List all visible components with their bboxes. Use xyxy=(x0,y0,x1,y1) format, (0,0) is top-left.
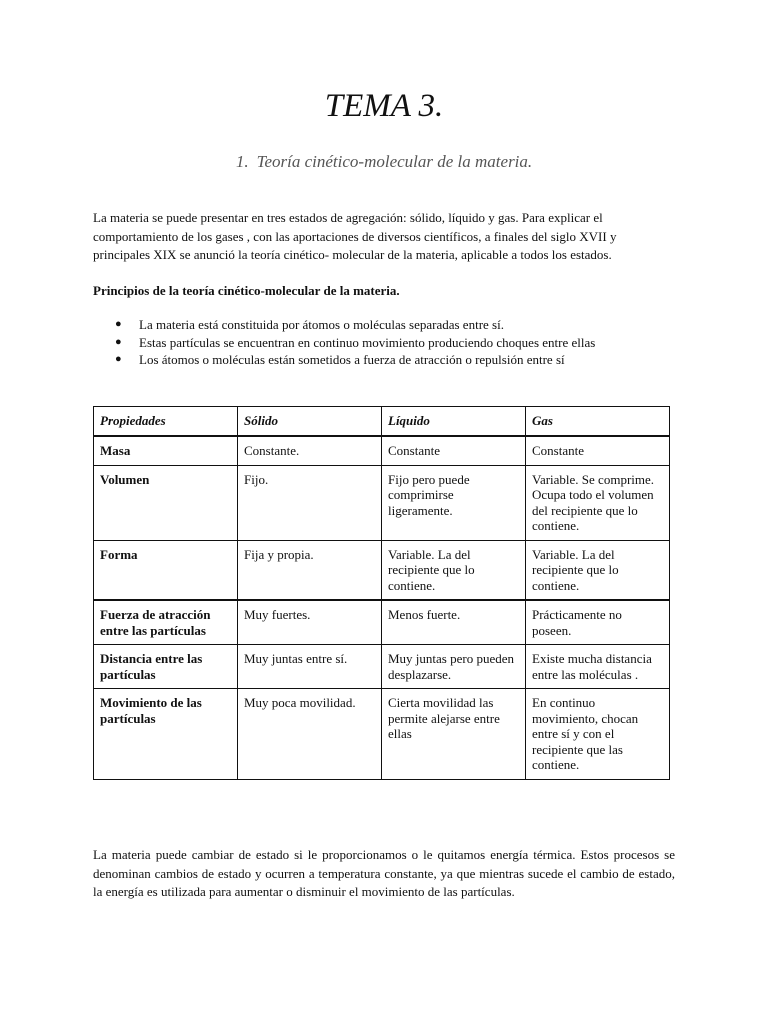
list-item: ● Los átomos o moléculas están sometidos a fuerza de atracción o repulsión entre sí xyxy=(115,352,565,367)
table-row xyxy=(94,689,670,780)
bullet-icon: ● xyxy=(115,353,122,365)
table-cell: Fijo pero puede comprimirse ligeramente. xyxy=(382,465,526,540)
table-row xyxy=(94,540,670,600)
bullet-icon: ● xyxy=(115,335,122,348)
table-cell: Menos fuerte. xyxy=(382,600,526,645)
closing-paragraph: La materia puede cambiar de estado si le proporcionamos o le quitamos energía térmica. Estos procesos se denominan cambios de estado y ocurren a temperatura constante, ya que mientras sucede el cambio de estado, la energía es utilizada para aumentar o disminuir el movimiento de las partículas. xyxy=(93,847,675,899)
section-subtitle xyxy=(0,151,768,173)
principles-list xyxy=(93,316,693,369)
table-header-row xyxy=(94,407,670,437)
row-label: Fuerza de atracción entre las partículas xyxy=(94,600,238,645)
row-label: Volumen xyxy=(94,465,238,540)
table-row xyxy=(94,645,670,689)
table-row xyxy=(94,436,670,465)
table-row xyxy=(94,600,670,645)
table-cell: Muy fuertes. xyxy=(238,600,382,645)
table-cell: Variable. La del recipiente que lo contiene. xyxy=(382,540,526,600)
table-row xyxy=(94,465,670,540)
table-cell: Constante xyxy=(526,436,670,465)
header-cell: Sólido xyxy=(238,407,382,437)
row-label: Movimiento de las partículas xyxy=(94,689,238,780)
table-cell: Fija y propia. xyxy=(238,540,382,600)
table-cell: Variable. Se comprime. Ocupa todo el volumen del recipiente que lo contiene. xyxy=(526,465,670,540)
table-cell: Variable. La del recipiente que lo contiene. xyxy=(526,540,670,600)
header-cell: Líquido xyxy=(382,407,526,437)
table-cell: Fijo. xyxy=(238,465,382,540)
table-cell: Muy juntas entre sí. xyxy=(238,645,382,689)
table-cell: Muy juntas pero pueden desplazarse. xyxy=(382,645,526,689)
list-item: ● La materia está constituida por átomos o moléculas separadas entre sí. xyxy=(115,317,504,332)
states-properties-table xyxy=(93,406,670,780)
header-cell: Gas xyxy=(526,407,670,437)
table-cell: Prácticamente no poseen. xyxy=(526,600,670,645)
intro-paragraph: La materia se puede presentar en tres estados de agregación: sólido, líquido y gas. Para explicar el comportamiento de los gases , con las aportaciones de diversos científicos, a finales del siglo XVII y principales XIX se anunció la teoría cinético- molecular de la materia, aplicable a todos los estados. xyxy=(93,210,617,262)
table-cell: Existe mucha distancia entre las moléculas . xyxy=(526,645,670,689)
header-cell: Propiedades xyxy=(94,407,238,437)
principles-heading: Principios de la teoría cinético-molecular de la materia. xyxy=(93,283,400,298)
section-number: 1. xyxy=(235,152,249,171)
page-title: TEMA 3. xyxy=(324,88,444,124)
table-cell: En continuo movimiento, chocan entre sí y con el recipiente que las contiene. xyxy=(526,689,670,780)
row-label: Masa xyxy=(94,436,238,465)
row-label: Distancia entre las partículas xyxy=(94,645,238,689)
list-item: ● Estas partículas se encuentran en continuo movimiento produciendo choques entre ellas xyxy=(115,334,596,350)
table-cell: Muy poca movilidad. xyxy=(238,689,382,780)
bullet-icon: ● xyxy=(115,318,122,330)
table-cell: Constante. xyxy=(238,436,382,465)
section-title: Teoría cinético-molecular de la materia. xyxy=(256,152,533,171)
table-cell: Cierta movilidad las permite alejarse entre ellas xyxy=(382,689,526,780)
table-cell: Constante xyxy=(382,436,526,465)
row-label: Forma xyxy=(94,540,238,600)
